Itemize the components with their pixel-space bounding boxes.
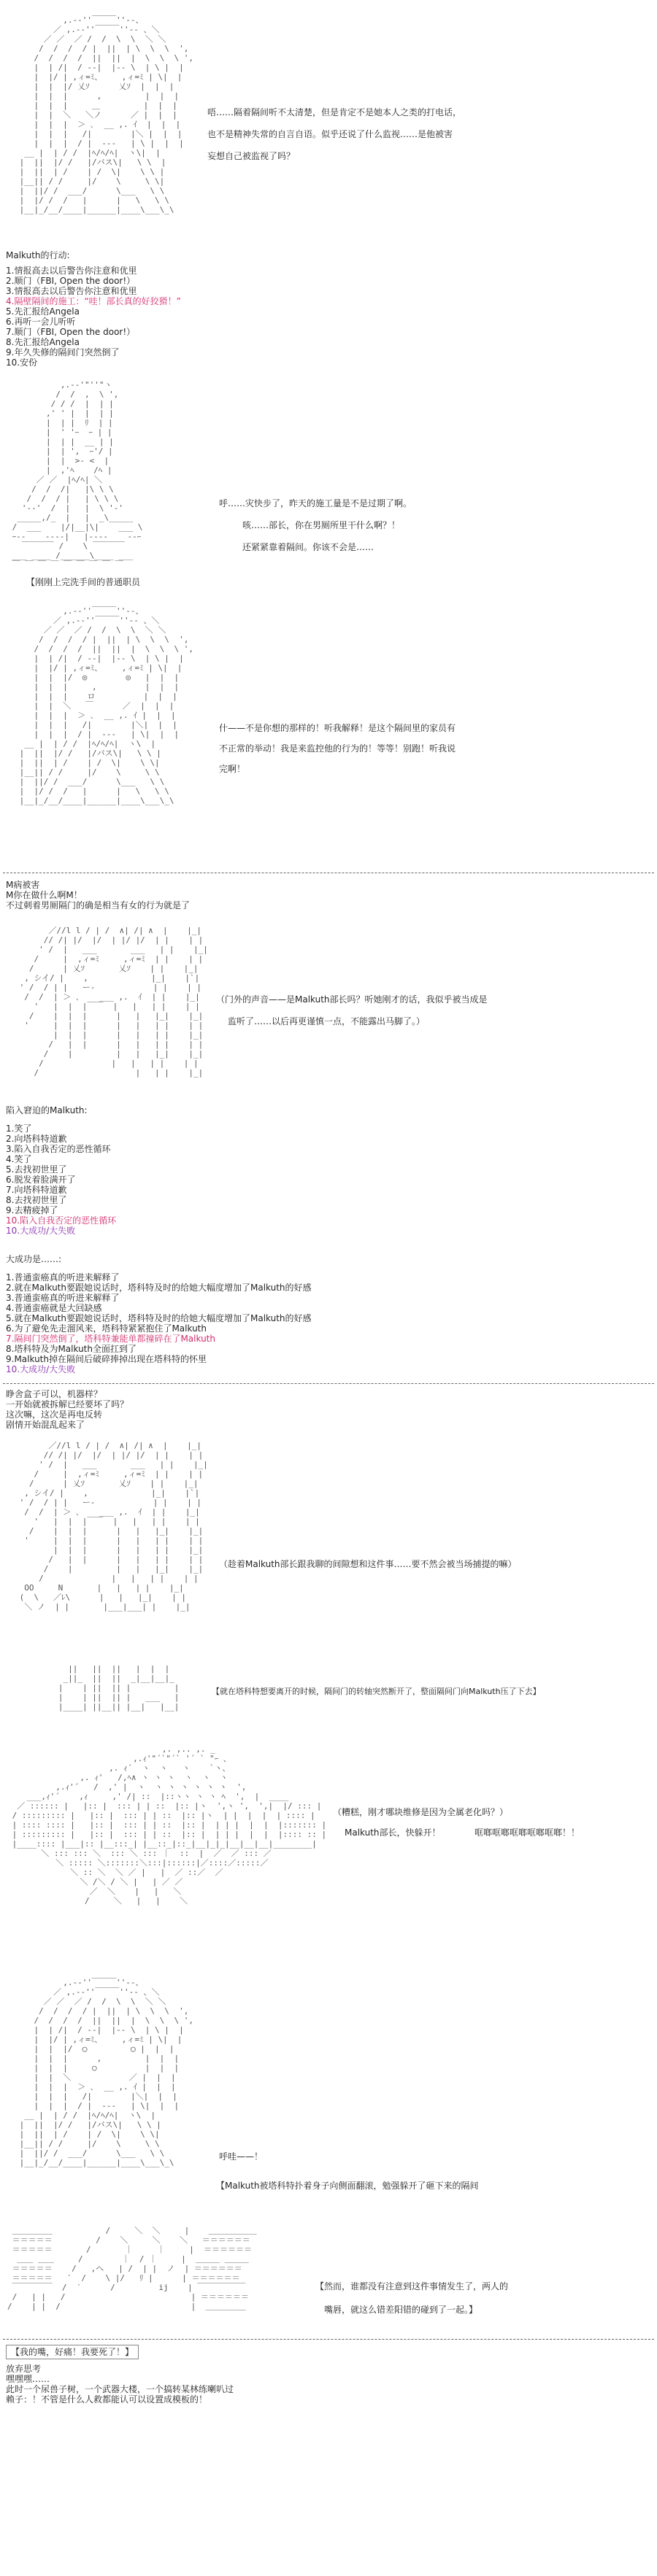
panel9-caption-2: 嘴唇，就这么错差阳错的碰到了一起。】 (324, 2305, 478, 2315)
list-item: 1.普通蛮癌真的听进来解释了 (6, 1272, 120, 1283)
panel7-dialogue-1: （糟糕，刚才哪块维修是因为全属老化吗？） (333, 1807, 509, 1817)
list-item: 10.大成功/大失败 (6, 1226, 76, 1236)
panel8-caption: 【Malkuth被塔科特扑着身子向侧面翻滚，勉强躲开了砸下来的隔间 (216, 2181, 479, 2191)
panel4-dialogue-1: （门外的声音——是Malkuth部长吗？听她刚才的话，我似乎被当成是 (216, 994, 488, 1005)
panel7-shout: 哐啷哐啷哐啷哐啷哐啷！！ (474, 1827, 580, 1838)
ascii-art-character-panicking: ,.-‐''￣￣￣''‐-、 ／ ,.-‐''￣￣￣''‐- 、＼ ／ ／ ／ / / \ \ ＼ ＼ / / / / | || | \ \ \ ', / / / / || || | \ \ \ ', | | /| / -‐| |‐- \ | \ | | | |/ | ,ィ=ﾐ、 ,ィ=ﾐ | \| | | | |/ ◎ ◎ | | | | | | , | | | | | | ロ | | | | | ＼ ￣ ／ | | | | | | ＞ ､ __ ,. ｲ | | | | | | /| |＼| | | | | | / | --- | \| | | __ | | / / |ﾍ/ﾍ/ﾍ| ヽ\ | | || |/ / |/バス\| \ \ | | || | / | / \| \ \| |__|| / / |/ \ \ \ | ||/ / ___/ \___ \ \ | |/ / / | | \ \ \ |__|_/__/____|______|____\___\_\ (19, 606, 194, 805)
panel2-caption: 【刚刚上完洗手间的普通职员 (26, 577, 141, 587)
panel2-dialogue-1: 呼……灾快步了，昨天的施工量是不是过期了啊。 (219, 498, 412, 508)
ascii-art-rescue-scene: ,. ,.. ,. _ ,.ｨ'"´`"´` '´ ` "ｰ 、 ,. ｨ´ ヽ ヽ ヽ `ヽ、 ,. ｨ' /,ﾍ∧ ヽ ヽ ヽ ヽ ヽ ヽ ,.ｨ'´ / ,' | ヽ ヽ ヽ ヽ ヽ ヽ ヽ ', ___,ｨ'´ ,ｨ ,' /| :: |::ヽヽ ヽ ヽ ﾍ ', | ____ ／ :::::: | |:: | ::: | | :: |:: |ヽ ',ヽ ', ',| |/ ::: | / ::::::::: | |:: | ::: | | :: |:: |ヽ | | | | | :::: | | :::: :::: | |:: | ::: | | :: |:: | | | | | | |::::::: | | ::::::::: | |:: | ::: | | :: |:: | | | | | | |:::: :: | |____:::: |___|:: |__:::_| |__::_|::_|__|_|_|__|__|__|________| ＼ ::: ::: ＼ ::: ＼ ::: ｜ :: | ／ ／ ::: ／ ＼ ::::: ＼:::::::＼:::|::::::|／::::／:::::／ ＼ :: ＼ ＼ ／ | | ／ ::／ ／ ＼ /＼ / ＼ | | ／ ／ ／ ＼ | | ＼ / ＼ | | ＼ (12, 1744, 327, 1906)
list-item: 3.陷入自我否定的恶性循环 (6, 1144, 111, 1154)
list-item: 8.去找初世里了 (6, 1195, 67, 1205)
list-item: 2.向塔科特道歉 (6, 1134, 67, 1144)
panel8-sfx: 呼哇——！ (219, 2151, 264, 2162)
ascii-art-door-falling: || || || | | | _||_ || || _|__|__|_ | | || || | | | | || || | ___ | |____| ||__|| |__| |__| (58, 1664, 180, 1711)
list-item: 9.Malkuth掉在隔间后破碎捧掉出现在塔科特的怀里 (6, 1354, 207, 1364)
panel6-intro-2: 一开始就被拆解已经要坏了吗？ (6, 1399, 129, 1409)
panel1-dialogue-2: 也不是精神失常的自言自语。似乎还说了什么监视……是他被害 (207, 129, 453, 139)
panel5-options (6, 1272, 312, 1374)
ascii-art-character-and-door: ／//l l / | / ∧| /| ∧ | |_| // /| |/ |/ | |/ |/ | | | | ' / | ___ ___ | | |_| / | ,ィ=ﾐ ,ィ=ﾐ | | | | / | 乂ｿ 乂ｿ | | |_| , シイ/ | , |_| |`| ' / / | | ー‐ | | | | / / | ＞ ､ ___ ,. ｲ | | |_| ' | | |￣￣ | | | | | | / | | | | | |_| |_| ' | | | | | | | | | | | | | | | | |_| / | | | | | | | | / | | | |_| |_| / | | | | | | OO N | | | | |_| ( \ ／ﾚ\ | | |_| | | ＼ ノ | | |___|___| | |_| (19, 1441, 208, 1612)
panel10-line-3: 此时一个尿兽子树，一个武器大楼，一个搞转某林练喇叭过 (6, 2384, 234, 2394)
panel1-dialogue-1: 唔……隔着隔间听不太清楚，但是肯定不是她本人之类的打电话， (207, 107, 462, 117)
panel1-section-title: Malkuth的行动: (6, 250, 70, 260)
panel4-section-title: 陷入窘迫的Malkuth: (6, 1105, 88, 1115)
list-item: 5.去找初世里了 (6, 1164, 67, 1175)
ascii-art-character-surprised: ,.-‐''￣￣￣''‐-、 ／ ,.-‐''￣￣￣''‐- 、＼ ／ ／ ／ / / \ \ ＼ ＼ / / / / | || | \ \ \ ', / / / / || || | \ \ \ ', | | /| / -‐| |‐- \ | \ | | | |/ | ,ィ=ﾐ、 ,ィ=ﾐ | \| | | | |/ ◯ ◯ | | | | | | , | | | | | | ○ | | | | | ＼ ／ | | | | | | ＞ ､ __ ,. ｲ | | | | | | /| |＼| | | | | | / | --- | \| | | __ | | / / |ﾍ/ﾍ/ﾍ| ヽ\ | | || |/ / |/バス\| \ \ | | || | / | / \| \ \| |__|| / / |/ \ \ \ | ||/ / ___/ \___ \ \ |__|_/__/____|______|____\___\_\ (19, 1978, 194, 2167)
list-item: 4.隔壁隔间的施工：“哇！部长真的好狡猾！” (6, 296, 181, 306)
panel9-caption-1: 【然而，谁都没有注意到这件事情发生了，两人的 (315, 2281, 509, 2291)
list-item: 9.去精疲掉了 (6, 1205, 58, 1215)
panel3-dialogue-3: 完啊！ (219, 764, 246, 774)
list-item: 10.陷入自我否定的恶性循环 (6, 1215, 117, 1226)
divider (3, 2339, 654, 2340)
panel6-aside: （趁着Malkuth部长跟我聊的间隙想和这件事……要不然会被当场捕提的嘛） (219, 1559, 517, 1569)
panel4-dialogue-2: 监听了……以后再更谨慎一点，不能露出马脚了。） (228, 1016, 426, 1026)
list-item: 1.笑了 (6, 1123, 32, 1134)
panel6-intro-3: 这次嘛，这次是再电反转 (6, 1409, 103, 1420)
panel6-intro-1: 睁舍盒子可以，机器样？ (6, 1389, 103, 1399)
list-item: 6.再听一会儿听听 (6, 317, 76, 327)
list-item: 6.脱发着脸满开了 (6, 1175, 76, 1185)
list-item: 8.先汇报给Angela (6, 337, 80, 347)
panel2-dialogue-3: 还紧紧靠着隔间。你该不会是…… (242, 542, 374, 552)
list-item: 10.大成功/大失败 (6, 1364, 76, 1374)
panel3-dialogue-2: 不正常的举动！我是来监控他的行为的！等等！别跑！听我说 (219, 743, 456, 754)
ascii-art-employee-at-door: ,.-‐'"''"ヽ / / , \ ', / / / | | | ,' ' | | | | | | | ﾘ | | | ' 'ｰ ｰ | | | | | __ | | | | ', ｰ'/ | | | >- < | | ,'ﾍ /ﾍ | ／ ／ |ﾍ/ﾍ| ＼ / / /| |\ \ \ / / / | | \ \ \ '-‐' / | | \ '-' _____,/_ | | _\_____ / ___ |/|__|\| ___ \ ｰ-- ‐‐--| |--‐‐ --ｰ ￣￣￣￣ / \ ￣￣￣￣ ___ ____ /______\____ ___ ￣ ￣ ￣ ￣ ￣ ￣ ￣ ￣ ￣ (12, 380, 143, 570)
ascii-art-character-in-stall: ／//l l / | / ∧| /| ∧ | |_| // /| |/ |/ | |/ |/ | | | | ' / | ___ ___ | | |_| / | ,ィ=ﾐ ,ィ=ﾐ | | | | / | 乂ｿ 乂ｿ | | |_| , シイ/ | , |_| |`| ' / / | | ー‐ | | | | / / | ＞ ､ ___ ,. ｲ | | |_| ' | | |￣￣ | | | | | | / | | | | | |_| |_| ' | | | | | | | | | | | | | | | | |_| / | | | | | | | | / | | | |_| |_| / | | | | | | / | | | |_| (19, 926, 208, 1078)
panel10-line-2: 嘿嘿嘿…… (6, 2374, 50, 2384)
panel4-intro-3: 不过刺着男厕隔门的确是相当有女的行为就是了 (6, 900, 191, 910)
panel5-title: 大成功是……: (6, 1254, 62, 1264)
panel4-options (6, 1123, 116, 1236)
panel1-dialogue-3: 妄想自己被监视了吗？ (207, 151, 296, 161)
panel6-intro-4: 剧情开始混乱起来了 (6, 1420, 85, 1430)
panel10-line-4: 赖子：！不管是什么人救都能认可以设置成模板的！ (6, 2394, 208, 2405)
panel6-caption: 【就在塔科特想要离开的时候，隔间门的转轴突然断开了，整面隔间门向Malkuth压了下去】 (212, 1687, 541, 1696)
panel4-intro-1: M病被害 (6, 880, 40, 890)
list-item: 8.塔科特及为Malkuth全面扛到了 (6, 1344, 137, 1354)
list-item: 5.先汇报给Angela (6, 306, 80, 317)
divider (3, 1383, 654, 1384)
list-item: 7.顺门（FBI, Open the door!） (6, 327, 136, 337)
ascii-art-kiss-scene: ＿＿＿＿＿ / ＼ ＼ | ＿＿＿＿＿＿ ＝＝＝＝＝ / ＼ ＼ ＼ ＝＝＝＝＝＝ ＝＝＝＝＝ / ｜ ｜ | ＝＝＝＝＝＝ ＿＿ ＿＿ / ｜ / ｜ | ＿＿＿ ＿＿＿ ＝＝＝＝＝ / ,へ | / | | ノ | ＝＝＝＝＝＝ ＝＝＝＝＝ ′ / \ |/ ﾘ | | ＝＝＝＝＝＝ ￣￣￣￣￣ / ′ / ij | ￣￣￣￣￣￣ / | | / | ＝＝＝＝＝＝ / | | / | ＿＿＿＿＿ (7, 2226, 257, 2311)
list-item: 6.为了避免先走溜风来，塔科特紧紧抱住了Malkuth (6, 1323, 207, 1334)
list-item: 2.顺门（FBI, Open the door!） (6, 276, 136, 286)
list-item: 4.笑了 (6, 1154, 32, 1164)
list-item: 10.安份 (6, 357, 38, 368)
list-item: 9.年久失修的隔间门突然倒了 (6, 347, 120, 357)
panel2-dialogue-2: 咳……部长，你在男厕所里干什么啊？！ (242, 520, 401, 530)
list-item: 1.情报高去以后警告你注意和优里 (6, 266, 137, 276)
list-item: 2.就在Malkuth要跟她说话时，塔科特及时的给她大幅度增加了Malkuth的好感 (6, 1283, 312, 1293)
panel7-dialogue-2: Malkuth部长，快躲开！ (345, 1827, 441, 1838)
list-item: 3.普通蛮癌真的听进来解释了 (6, 1293, 120, 1303)
list-item: 3.情报高去以后警告你注意和优里 (6, 286, 137, 296)
list-item: 7.隔间门突然倒了，塔科特兼能单都撞碎在了Malkuth (6, 1334, 215, 1344)
panel3-dialogue-1: 什——不是你想的那样的！听我解释！是这个隔间里的家员有 (219, 723, 456, 733)
list-item: 7.向塔科特道歉 (6, 1185, 67, 1195)
panel4-intro-2: M你在做什么啊M！ (6, 890, 82, 900)
list-item: 5.就在Malkuth要跟她说话时，塔科特及时的给她大幅度增加了Malkuth的好感 (6, 1313, 312, 1323)
panel10-box: 【我的嘴，好痛！我要死了！】 (6, 2345, 139, 2359)
ascii-art-character-listening: ,.-‐''￣￣￣''‐-、 ／ ,.-‐''￣￣￣''‐- 、＼ ／ ／ ／ / / \ \ ＼ ＼ / / / / | || | \ \ \ ', / / / / || || | \ \ \ ', | | /| / -‐| |‐- \ | \ | | | |/ | ,ィ=ﾐ、 ,ィ=ﾐ | \| | | | |/ 乂ｿ 乂ｿ | | | | | | , | | | | | | ＿ | | | | | ＼ ＼ノ ／ | | | | | | ＞ ､ __ ,. ｲ | | | | | | /| |＼ | | | | | | / | --- | \ | | | __ | | / / |ﾍ/ﾍ/ﾍ| ヽ\| | | || |/ / |/バス\| \ \ | | || | / | / \| \ \ | |__|| / / |/ \ \ \| | ||/ / ___/ \___ \ \ | |/ / / | | \ \ \ |__|_/__/____|______|____\___\_\ (19, 15, 194, 214)
panel10-line-1: 放弃思考 (6, 2364, 42, 2374)
panel1-options (6, 266, 181, 368)
list-item: 4.普通蛮癌就是大回缺感 (6, 1303, 102, 1313)
